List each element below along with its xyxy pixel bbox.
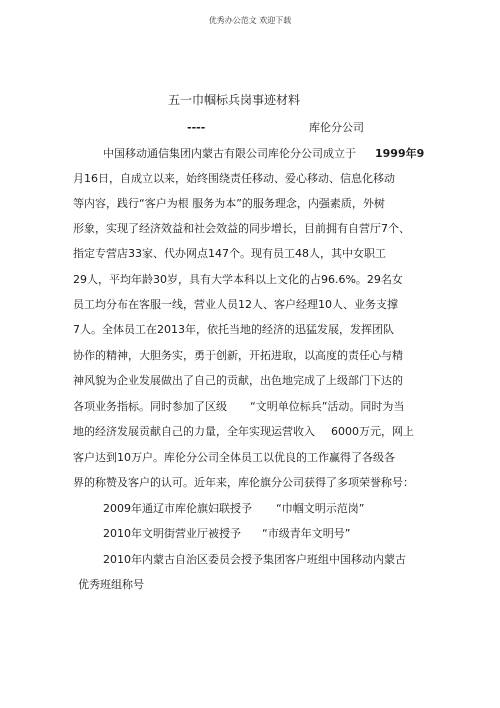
- body-line-2: 月16日，自成立以来，始终围绕责任移动、爱心移动、信息化移动: [73, 172, 395, 185]
- body-line-6: 29人，平均年龄30岁，具有大学本科以上文化的占96.6%。29名女: [73, 273, 403, 286]
- body-line-1a: 中国移动通信集团内蒙古有限公司库伦分公司成立于: [103, 147, 356, 160]
- title-dashes: ----: [187, 121, 206, 134]
- body-line-8: 7人。全体员工在2013年，依托当地的经济的迅猛发展，发挥团队: [73, 323, 394, 336]
- body-line-5: 指定专营店33家、代办网点147个。现有员工48人，其中女职工: [73, 247, 386, 260]
- body-line-3: 等内容，践行“客户为根 服务为本”的服务理念，内强素质，外树: [73, 197, 385, 210]
- body-line-7: 员工均分布在客服一线，营业人员12人、客户经理10人、业务支撑: [73, 298, 398, 311]
- body-line-11b: “文明单位标兵”活动。同时为当: [250, 400, 405, 413]
- document-title: 五一巾帼标兵岗事迹材料: [168, 93, 301, 107]
- organization-name: 库伦分公司: [309, 121, 364, 134]
- honor-2-text: 2010年文明街营业厅被授予: [103, 527, 241, 540]
- body-line-1b: 1999年9: [375, 147, 425, 160]
- honor-1-title: “巾帼文明示范岗”: [276, 502, 365, 515]
- body-line-9: 协作的精神，大胆务实，勇于创新，开拓进取，以高度的责任心与精: [73, 349, 403, 362]
- honor-2-title: “市级青年文明号”: [262, 527, 351, 540]
- body-line-14: 界的称赞及客户的认可。近年来，库伦旗分公司获得了多项荣誉称号：: [73, 476, 414, 489]
- body-line-10: 神风貌为企业发展做出了自己的贡献，出色地完成了上级部门下达的: [73, 374, 403, 387]
- honor-3-text: 2010年内蒙古自治区委员会授予集团客户班组中国移动内蒙古: [103, 553, 406, 566]
- body-line-4: 形象，实现了经济效益和社会效益的同步增长，目前拥有自营厅7个、: [73, 222, 410, 235]
- body-line-13: 客户达到10万户。库伦分公司全体员工以优良的工作赢得了各级各: [73, 451, 395, 464]
- honor-1-text: 2009年通辽市库伦旗妇联授予: [103, 502, 252, 515]
- header-note: 优秀办公范文 欢迎下载: [208, 16, 292, 25]
- body-line-12b: 6000万元，网上: [331, 425, 414, 438]
- honor-3-continuation: 优秀班组称号: [78, 578, 144, 591]
- body-line-12a: 地的经济发展贡献自己的力量，全年实现运营收入: [73, 425, 315, 438]
- body-line-11a: 各项业务指标。同时参加了区级: [73, 400, 227, 413]
